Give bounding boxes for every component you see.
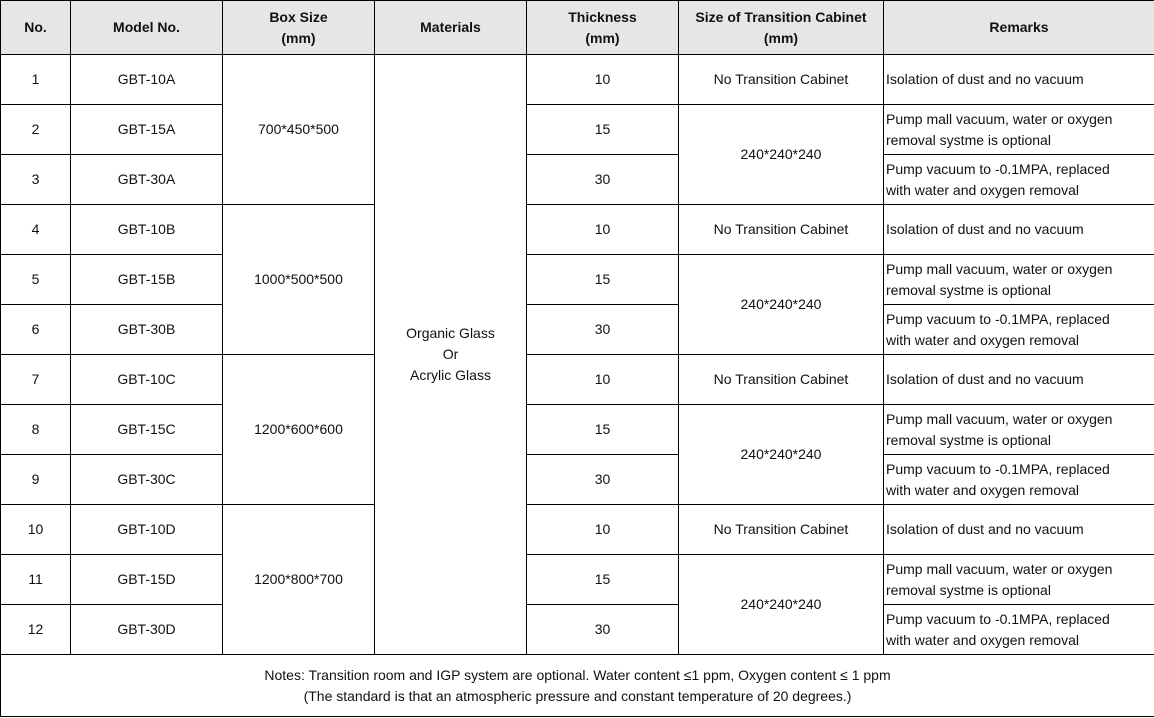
table-body bbox=[1, 55, 1154, 655]
remarks-line: with water and oxygen removal bbox=[886, 181, 1079, 198]
header-model: Model No. bbox=[71, 1, 223, 55]
cell-thickness: 10 bbox=[527, 55, 679, 105]
cell-model: GBT-15D bbox=[71, 555, 223, 605]
cell-box-size: 1200*800*700 bbox=[223, 505, 375, 655]
notes-line-1: Notes: Transition room and IGP system are optional. Water content ≤1 ppm, Oxygen content ≤ 1 ppm bbox=[264, 666, 891, 683]
table-row bbox=[1, 555, 1154, 605]
header-transition-line-2: (mm) bbox=[763, 29, 799, 46]
table-row bbox=[1, 505, 1154, 555]
cell-transition: 240*240*240 bbox=[679, 405, 884, 505]
cell-thickness: 10 bbox=[527, 355, 679, 405]
table-footer bbox=[1, 655, 1154, 717]
remarks-line: with water and oxygen removal bbox=[886, 331, 1079, 348]
cell-no: 12 bbox=[1, 605, 71, 655]
cell-remarks: Isolation of dust and no vacuum bbox=[884, 505, 1154, 555]
remarks-line: Pump mall vacuum, water or oxygen bbox=[886, 410, 1113, 427]
remarks-line: Pump vacuum to -0.1MPA, replaced bbox=[886, 310, 1110, 327]
cell-remarks bbox=[884, 155, 1154, 205]
remarks-line: Pump mall vacuum, water or oxygen bbox=[886, 110, 1113, 127]
table-row bbox=[1, 105, 1154, 155]
table-row bbox=[1, 155, 1154, 205]
notes-line-2: (The standard is that an atmospheric pressure and constant temperature of 20 degrees.) bbox=[303, 687, 852, 704]
remarks-line: Pump vacuum to -0.1MPA, replaced bbox=[886, 610, 1110, 627]
cell-no: 2 bbox=[1, 105, 71, 155]
cell-model: GBT-30D bbox=[71, 605, 223, 655]
remarks-line: with water and oxygen removal bbox=[886, 481, 1079, 498]
cell-model: GBT-15A bbox=[71, 105, 223, 155]
cell-thickness: 15 bbox=[527, 255, 679, 305]
header-box-size-line-1: Box Size bbox=[269, 8, 328, 25]
header-transition bbox=[679, 1, 884, 55]
cell-thickness: 15 bbox=[527, 405, 679, 455]
cell-thickness: 30 bbox=[527, 155, 679, 205]
cell-transition: 240*240*240 bbox=[679, 105, 884, 205]
cell-transition: No Transition Cabinet bbox=[679, 505, 884, 555]
cell-transition: No Transition Cabinet bbox=[679, 55, 884, 105]
cell-no: 4 bbox=[1, 205, 71, 255]
cell-transition: 240*240*240 bbox=[679, 255, 884, 355]
cell-no: 8 bbox=[1, 405, 71, 455]
cell-remarks bbox=[884, 105, 1154, 155]
table-row bbox=[1, 255, 1154, 305]
remarks-line: Pump vacuum to -0.1MPA, replaced bbox=[886, 160, 1110, 177]
header-no: No. bbox=[1, 1, 71, 55]
cell-remarks bbox=[884, 255, 1154, 305]
header-thickness-line-1: Thickness bbox=[568, 8, 637, 25]
header-remarks: Remarks bbox=[884, 1, 1154, 55]
header-transition-line-1: Size of Transition Cabinet bbox=[695, 8, 867, 25]
remarks-line: removal systme is optional bbox=[886, 581, 1051, 598]
cell-model: GBT-30B bbox=[71, 305, 223, 355]
cell-model: GBT-10C bbox=[71, 355, 223, 405]
header-thickness bbox=[527, 1, 679, 55]
materials-line: Acrylic Glass bbox=[410, 367, 491, 383]
remarks-line: removal systme is optional bbox=[886, 131, 1051, 148]
cell-remarks bbox=[884, 555, 1154, 605]
table-row bbox=[1, 55, 1154, 105]
cell-no: 10 bbox=[1, 505, 71, 555]
cell-remarks bbox=[884, 605, 1154, 655]
cell-thickness: 10 bbox=[527, 505, 679, 555]
remarks-line: Pump mall vacuum, water or oxygen bbox=[886, 560, 1113, 577]
cell-remarks bbox=[884, 405, 1154, 455]
cell-no: 9 bbox=[1, 455, 71, 505]
remarks-line: Pump vacuum to -0.1MPA, replaced bbox=[886, 460, 1110, 477]
cell-thickness: 10 bbox=[527, 205, 679, 255]
notes-row bbox=[1, 655, 1154, 717]
table-row bbox=[1, 205, 1154, 255]
cell-no: 7 bbox=[1, 355, 71, 405]
table-header bbox=[1, 1, 1154, 55]
remarks-line: removal systme is optional bbox=[886, 281, 1051, 298]
cell-transition: No Transition Cabinet bbox=[679, 205, 884, 255]
remarks-line: Pump mall vacuum, water or oxygen bbox=[886, 260, 1113, 277]
cell-box-size: 1200*600*600 bbox=[223, 355, 375, 505]
cell-model: GBT-15C bbox=[71, 405, 223, 455]
cell-thickness: 30 bbox=[527, 605, 679, 655]
cell-thickness: 30 bbox=[527, 455, 679, 505]
cell-box-size: 700*450*500 bbox=[223, 55, 375, 205]
cell-no: 6 bbox=[1, 305, 71, 355]
cell-no: 3 bbox=[1, 155, 71, 205]
cell-remarks: Isolation of dust and no vacuum bbox=[884, 205, 1154, 255]
cell-transition: No Transition Cabinet bbox=[679, 355, 884, 405]
cell-model: GBT-10B bbox=[71, 205, 223, 255]
table-row bbox=[1, 605, 1154, 655]
cell-remarks: Isolation of dust and no vacuum bbox=[884, 55, 1154, 105]
cell-model: GBT-30A bbox=[71, 155, 223, 205]
cell-model: GBT-10A bbox=[71, 55, 223, 105]
cell-model: GBT-30C bbox=[71, 455, 223, 505]
cell-no: 1 bbox=[1, 55, 71, 105]
table-row bbox=[1, 405, 1154, 455]
cell-no: 5 bbox=[1, 255, 71, 305]
cell-remarks bbox=[884, 455, 1154, 505]
table-row bbox=[1, 355, 1154, 405]
cell-remarks: Isolation of dust and no vacuum bbox=[884, 355, 1154, 405]
cell-no: 11 bbox=[1, 555, 71, 605]
notes-cell bbox=[1, 655, 1154, 717]
table-row bbox=[1, 305, 1154, 355]
cell-model: GBT-10D bbox=[71, 505, 223, 555]
cell-remarks bbox=[884, 305, 1154, 355]
remarks-line: removal systme is optional bbox=[886, 431, 1051, 448]
cell-box-size: 1000*500*500 bbox=[223, 205, 375, 355]
table-row bbox=[1, 455, 1154, 505]
materials-line: Or bbox=[442, 346, 459, 362]
cell-model: GBT-15B bbox=[71, 255, 223, 305]
cell-thickness: 15 bbox=[527, 555, 679, 605]
header-row bbox=[1, 1, 1154, 55]
cell-thickness: 15 bbox=[527, 105, 679, 155]
remarks-line: with water and oxygen removal bbox=[886, 631, 1079, 648]
materials-line: Organic Glass bbox=[406, 325, 495, 341]
header-thickness-line-2: (mm) bbox=[585, 29, 620, 46]
header-materials: Materials bbox=[375, 1, 527, 55]
header-box-size-line-2: (mm) bbox=[281, 29, 316, 46]
cell-materials bbox=[375, 55, 527, 655]
header-box-size bbox=[223, 1, 375, 55]
cell-transition: 240*240*240 bbox=[679, 555, 884, 655]
cell-thickness: 30 bbox=[527, 305, 679, 355]
